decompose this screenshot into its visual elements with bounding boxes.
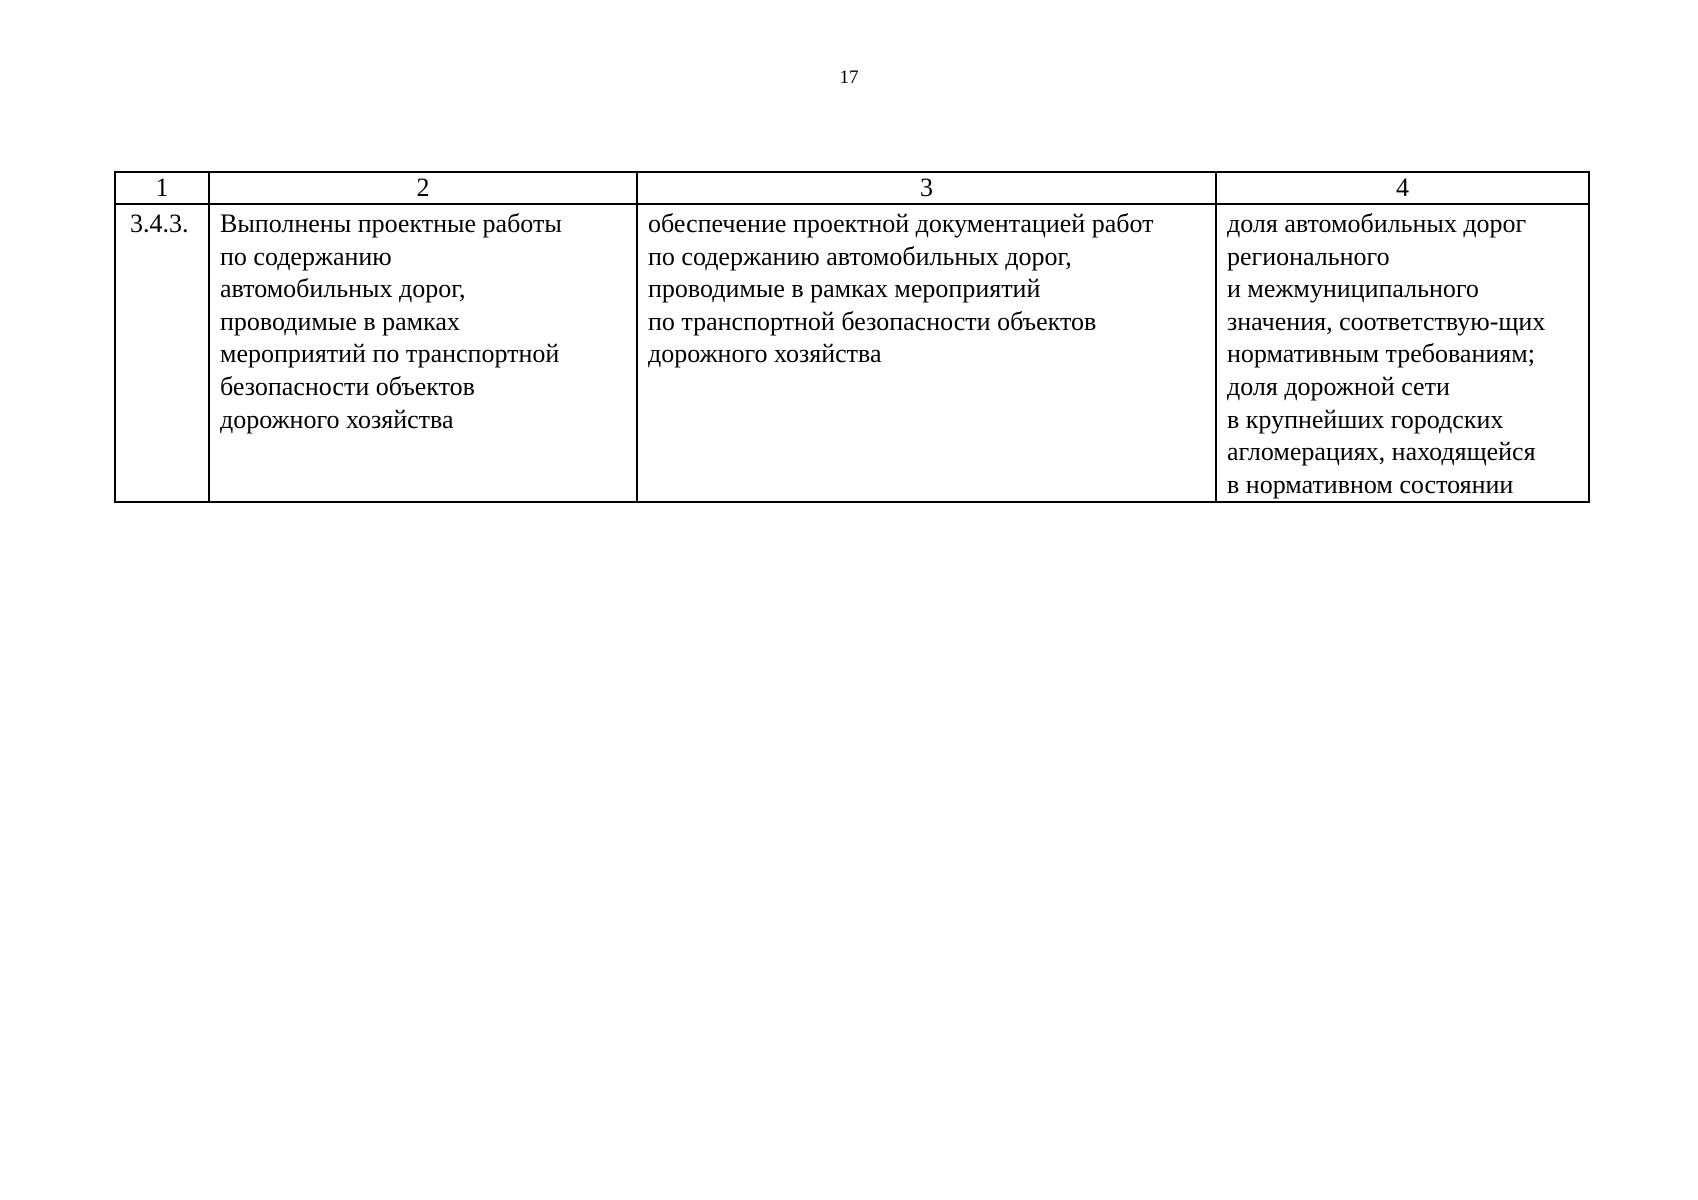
result-cell: Выполнены проектные работы по содержанию автомобильных дорог, проводимые в рамках мероприятий по транспортной безопасности объектов дорожного хозяйства (209, 204, 637, 502)
page-number: 17 (839, 67, 859, 88)
header-cell-column-2: 2 (209, 172, 637, 204)
header-cell-column-4: 4 (1216, 172, 1589, 204)
table-row (115, 204, 1589, 502)
header-cell-column-3: 3 (637, 172, 1216, 204)
table-header-row (115, 172, 1589, 204)
row-number-cell: 3.4.3. (115, 204, 209, 502)
document-table (114, 171, 1590, 503)
header-cell-column-1: 1 (115, 172, 209, 204)
indicators-cell: доля автомобильных дорог регионального и межмуниципального значения, соответствую-щих нормативным требованиям; доля дорожной сети в крупнейших городских агломерациях, находящейся в нормативном состоянии (1216, 204, 1589, 502)
description-cell: обеспечение проектной документацией работ по содержанию автомобильных дорог, проводимые в рамках мероприятий по транспортной безопасности объектов дорожного хозяйства (637, 204, 1216, 502)
